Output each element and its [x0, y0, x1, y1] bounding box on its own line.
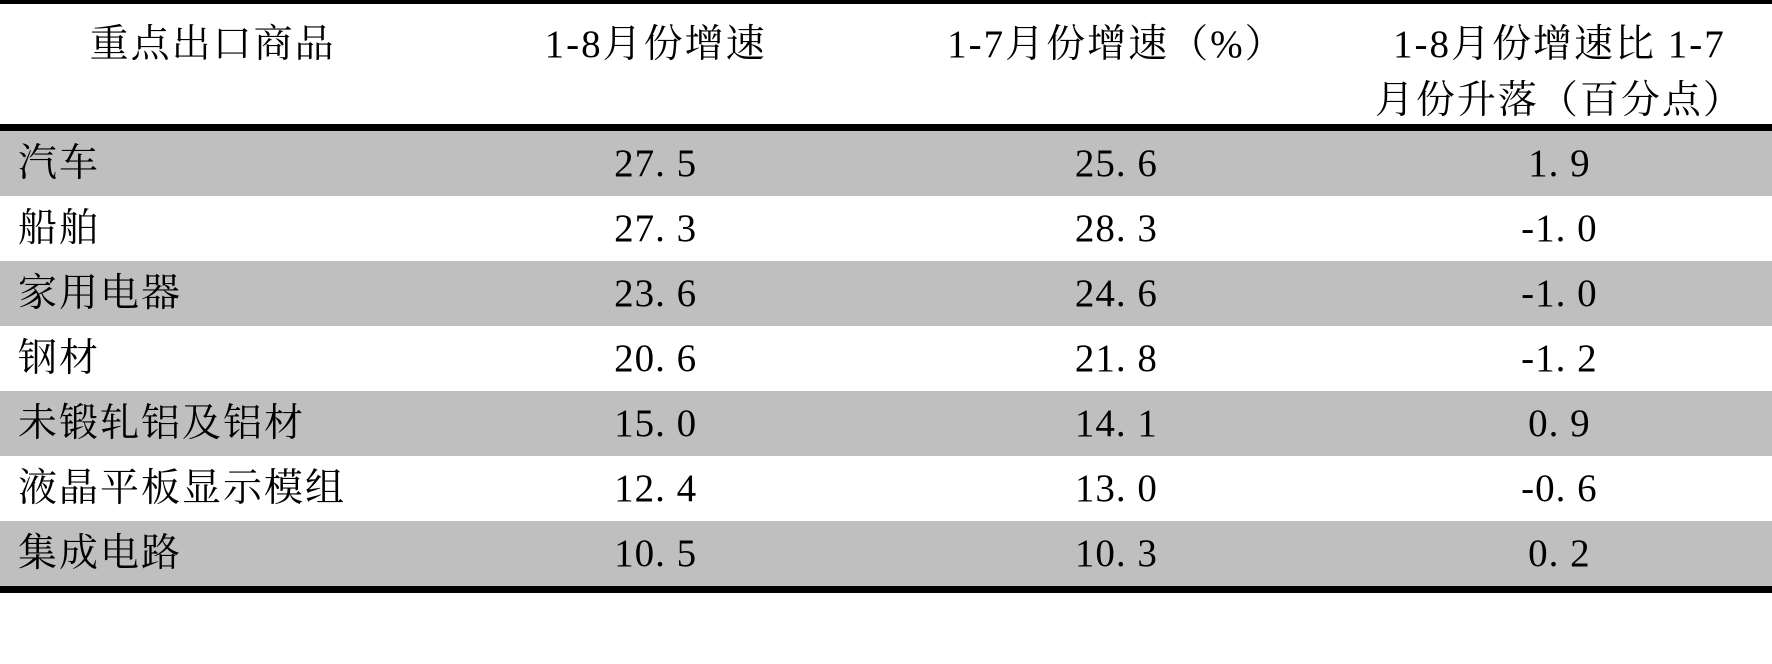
commodity-name-cell: 液晶平板显示模组 [18, 467, 347, 510]
commodity-name-cell: 集成电路 [18, 532, 183, 575]
table-row [0, 391, 1772, 456]
col-header-change-pp [1347, 4, 1772, 129]
growth-1-7-cell: 21. 8 [1074, 337, 1158, 380]
col-header-commodity: 重点出口商品 [89, 23, 336, 66]
change-pp-cell: 0. 9 [1528, 402, 1591, 445]
growth-1-8-cell: 12. 4 [614, 467, 698, 510]
growth-1-7-cell: 14. 1 [1074, 402, 1158, 445]
table-row [0, 261, 1772, 326]
growth-1-8-cell: 10. 5 [614, 532, 698, 575]
growth-1-8-cell: 15. 0 [614, 402, 698, 445]
col-header-change-pp-line2: 月份升落（百分点） [1374, 79, 1744, 122]
growth-1-7-cell: 10. 3 [1074, 532, 1158, 575]
commodity-name-cell: 船舶 [18, 207, 101, 250]
growth-1-7-cell: 13. 0 [1074, 467, 1158, 510]
change-pp-cell: -0. 6 [1521, 467, 1598, 510]
table-row [0, 456, 1772, 521]
col-header-change-pp-line1: 1-8月份增速比 1-7 [1392, 23, 1726, 66]
commodity-name-cell: 汽车 [18, 142, 101, 185]
commodity-name-cell: 家用电器 [18, 272, 183, 315]
change-pp-cell: 1. 9 [1528, 142, 1591, 185]
col-header-growth-1-7: 1-7月份增速（%） [947, 23, 1286, 66]
table-row [0, 521, 1772, 586]
growth-1-7-cell: 25. 6 [1074, 142, 1158, 185]
table-body [0, 131, 1772, 593]
table-row [0, 326, 1772, 391]
growth-1-8-cell: 27. 3 [614, 207, 698, 250]
col-header-growth-1-8: 1-8月份增速 [544, 23, 767, 66]
growth-1-7-cell: 24. 6 [1074, 272, 1158, 315]
commodity-name-cell: 未锻轧铝及铝材 [18, 402, 306, 445]
growth-1-8-cell: 23. 6 [614, 272, 698, 315]
table-header-row [0, 4, 1772, 131]
change-pp-cell: -1. 2 [1521, 337, 1598, 380]
growth-1-8-cell: 27. 5 [614, 142, 698, 185]
change-pp-cell: 0. 2 [1528, 532, 1591, 575]
table-row [0, 196, 1772, 261]
change-pp-cell: -1. 0 [1521, 207, 1598, 250]
growth-1-8-cell: 20. 6 [614, 337, 698, 380]
commodity-name-cell: 钢材 [18, 337, 101, 380]
table-row [0, 131, 1772, 196]
growth-1-7-cell: 28. 3 [1074, 207, 1158, 250]
change-pp-cell: -1. 0 [1521, 272, 1598, 315]
